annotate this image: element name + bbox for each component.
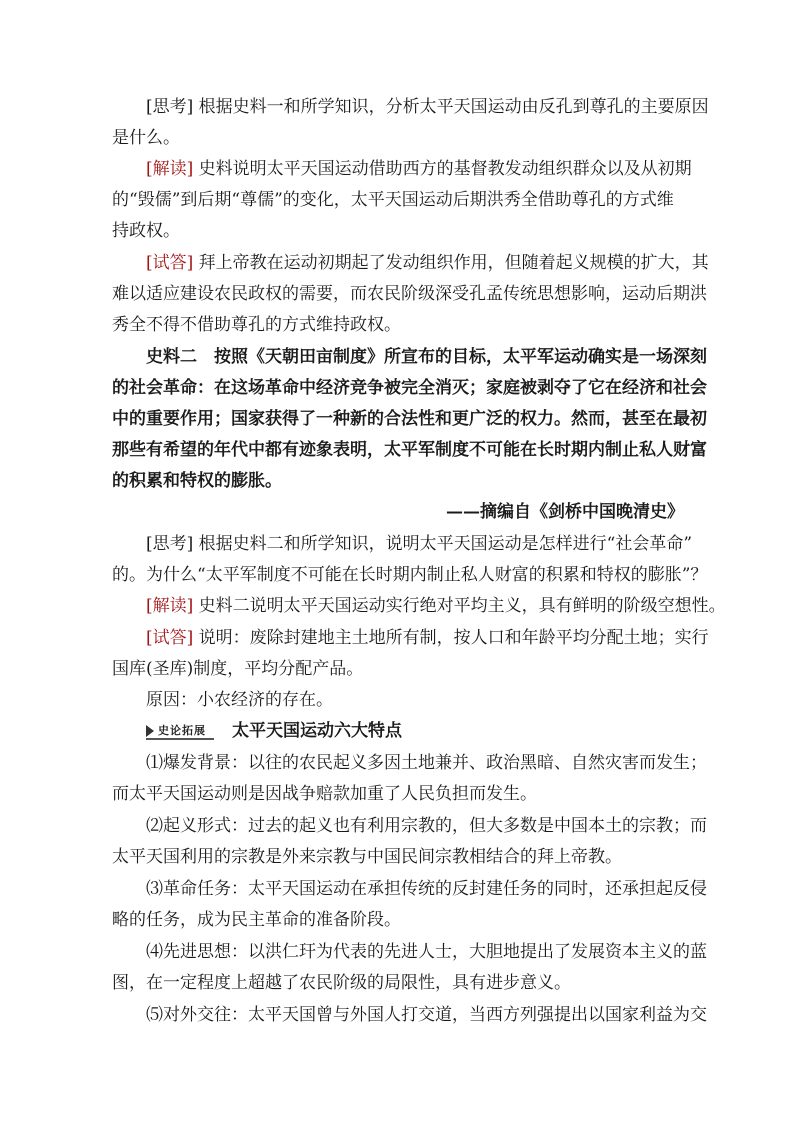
feature-1-line-1: ⑴爆发背景：以往的农民起义多因土地兼并、政治黑暗、自然灾害而发生； [146, 753, 707, 773]
source-2-line-1: 史料二 按照《天朝田亩制度》所宣布的目标，太平军运动确实是一场深刻 [146, 347, 707, 367]
answer-paragraph-2-line-2: 国库(圣库)制度，平均分配产品。 [112, 659, 364, 679]
interpret-paragraph-1-line-3: 持政权。 [112, 221, 180, 241]
think-paragraph-1-line-1 [146, 96, 709, 118]
arrow-icon [146, 725, 154, 737]
answer-paragraph-1-line-2: 难以适应建设农民政权的需要，而农民阶级深受孔孟传统思想影响，运动后期洪 [112, 284, 707, 304]
extension-label: 史论拓展 [158, 724, 206, 737]
answer-paragraph-1-line-1 [146, 252, 709, 274]
answer-text: 说明：废除封建地主土地所有制，按人口和年龄平均分配土地；实行 [193, 628, 709, 648]
answer-paragraph-2-line-1 [146, 627, 709, 649]
think-paragraph-1-line-2: 是什么。 [112, 128, 180, 148]
interpret-paragraph-1-line-1 [146, 158, 692, 180]
interpret-text: 史料二说明太平天国运动实行绝对平均主义，具有鲜明的阶级空想性。 [193, 596, 726, 616]
answer-tag: [试答] [146, 628, 194, 648]
feature-3-line-1: ⑶革命任务：太平天国运动在承担传统的反封建任务的同时，还承担起反侵 [146, 879, 707, 899]
answer-tag: [试答] [146, 253, 194, 273]
answer-paragraph-2-line-3: 原因：小农经济的存在。 [146, 690, 333, 710]
feature-3-line-2: 略的任务，成为民主革命的准备阶段。 [112, 910, 401, 930]
extension-label-badge [146, 724, 216, 738]
source-2-citation: ——摘编自《剑桥中国晚清史》 [446, 502, 684, 522]
think-text: 根据史料二和所学知识，说明太平天国运动是怎样进行“社会革命” [193, 534, 693, 554]
think-tag: [思考] [146, 97, 194, 117]
interpret-tag: [解读] [146, 159, 194, 179]
feature-1-line-2: 而太平天国运动则是因战争赔款加重了人民负担而发生。 [112, 784, 537, 804]
think-text: 根据史料一和所学知识，分析太平天国运动由反孔到尊孔的主要原因 [193, 97, 709, 117]
think-paragraph-2-line-1 [146, 533, 692, 555]
think-tag: [思考] [146, 534, 194, 554]
source-2-line-2: 的社会革命：在这场革命中经济竞争被完全消灭；家庭被剥夺了它在经济和社会 [112, 378, 707, 398]
feature-2-line-2: 太平天国利用的宗教是外来宗教与中国民间宗教相结合的拜上帝教。 [112, 847, 622, 867]
source-2-line-3: 中的重要作用；国家获得了一种新的合法性和更广泛的权力。然而，甚至在最初 [112, 409, 707, 429]
feature-2-line-1: ⑵起义形式：过去的起义也有利用宗教的，但大多数是中国本土的宗教；而 [146, 816, 707, 836]
answer-text: 拜上帝教在运动初期起了发动组织作用，但随着起义规模的扩大，其 [193, 253, 709, 273]
interpret-tag: [解读] [146, 596, 194, 616]
interpret-paragraph-2-line-1 [146, 595, 726, 617]
extension-label-underline [146, 738, 214, 740]
source-2-line-4: 那些有希望的年代中都有迹象表明，太平军制度不可能在长时期内制止私人财富 [112, 440, 707, 460]
answer-paragraph-1-line-3: 秀全不得不借助尊孔的方式维持政权。 [112, 315, 401, 335]
interpret-text: 史料说明太平天国运动借助西方的基督教发动组织群众以及从初期 [193, 159, 692, 179]
feature-5-line-1: ⑸对外交往：太平天国曾与外国人打交道，当西方列强提出以国家利益为交 [146, 1005, 707, 1025]
think-paragraph-2-line-2: 的。为什么“太平军制度不可能在长时期内制止私人财富的积累和特权的膨胀”？ [112, 565, 708, 585]
feature-4-line-1: ⑷先进思想：以洪仁玕为代表的先进人士，大胆地提出了发展资本主义的蓝 [146, 942, 707, 962]
interpret-paragraph-1-line-2: 的“毁儒”到后期“尊儒”的变化，太平天国运动后期洪秀全借助尊孔的方式维 [112, 190, 674, 210]
extension-title: 太平天国运动六大特点 [232, 721, 402, 741]
source-2-line-5: 的积累和特权的膨胀。 [112, 471, 282, 491]
feature-4-line-2: 图，在一定程度上超越了农民阶级的局限性，具有进步意义。 [112, 973, 571, 993]
